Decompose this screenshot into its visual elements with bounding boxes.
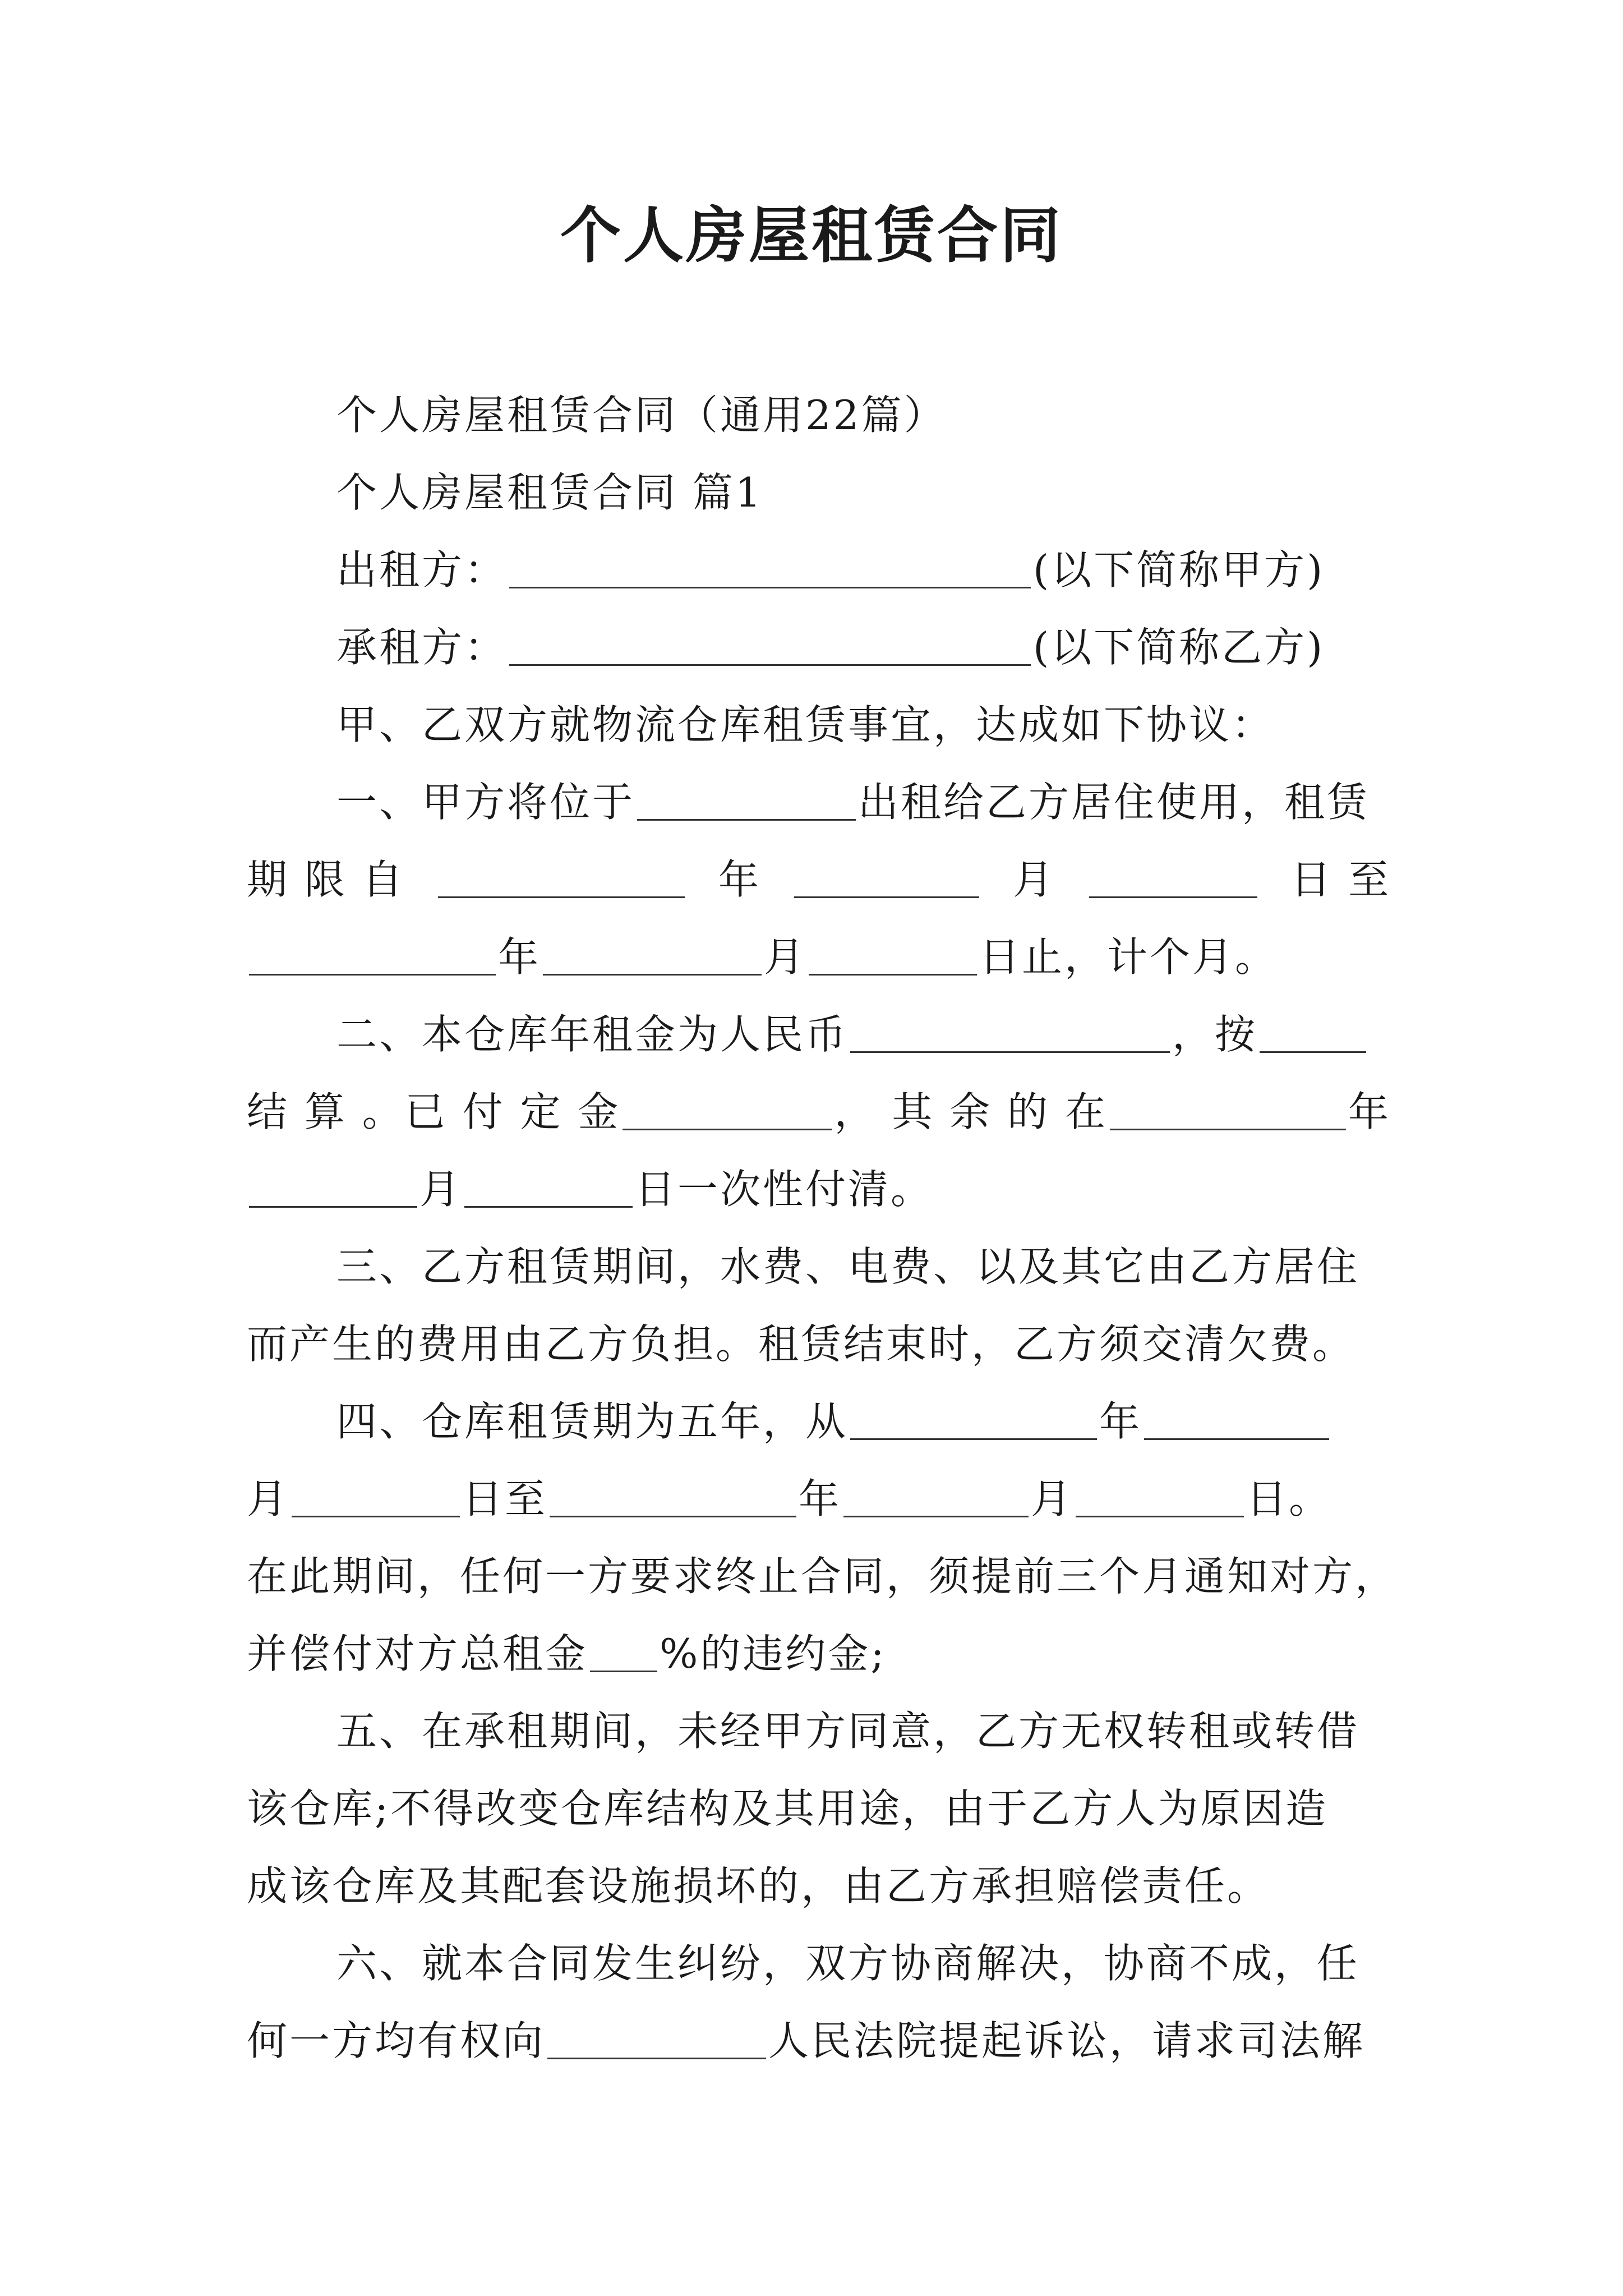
clause2-text-f: 月	[419, 1166, 463, 1213]
clause3-text-a: 三、乙方租赁期间，水费、电费、以及其它由乙方居住	[336, 1243, 1360, 1290]
lessor-blank	[509, 546, 1031, 588]
clause1-text-e: 月	[1012, 856, 1055, 903]
section-heading-text: 个人房屋租赁合同 篇1	[336, 469, 763, 516]
clause6-line1	[247, 1935, 1391, 1991]
subtitle-text: 个人房屋租赁合同（通用22篇）	[336, 392, 947, 439]
clause2-text-a: 二、本仓库年租金为人民币	[336, 1011, 849, 1058]
clause1-start-day-blank	[1089, 856, 1257, 898]
clause1-start-year-blank	[438, 856, 685, 898]
clause2-line2	[247, 1084, 1391, 1140]
clause2-text-b: ，按	[1172, 1011, 1258, 1058]
intro-line	[247, 697, 1391, 753]
clause2-year-blank	[1110, 1088, 1346, 1130]
clause6-line2	[247, 2013, 1391, 2069]
clause4-line1	[247, 1393, 1391, 1450]
clause6-text-b: 何一方均有权向	[247, 2017, 546, 2064]
clause1-location-blank	[637, 779, 856, 821]
section-heading-line	[247, 464, 1391, 521]
clause2-month-blank	[249, 1166, 417, 1208]
clause4-start-day-blank	[292, 1475, 460, 1517]
clause1-text-g: 年	[498, 933, 541, 981]
clause3-line1	[247, 1239, 1391, 1295]
clause4-text-g: 日。	[1246, 1475, 1332, 1522]
clause4-text-b: 年	[1099, 1398, 1142, 1445]
clause1-end-day-blank	[809, 933, 977, 976]
clause1-start-month-blank	[794, 856, 979, 898]
lessee-suffix: (以下简称乙方)	[1033, 624, 1325, 671]
subtitle-line	[247, 387, 1391, 443]
clause4-start-year-blank	[850, 1398, 1097, 1440]
clause4-text-d: 日至	[462, 1475, 548, 1522]
clause2-rent-blank	[850, 1011, 1170, 1053]
clause2-deposit-blank	[623, 1088, 832, 1130]
clause5-text-c: 成该仓库及其配套设施损坏的，由乙方承担赔偿责任。	[247, 1862, 1270, 1910]
clause4-text-a: 四、仓库租赁期为五年，从	[336, 1398, 849, 1445]
clause4-line4	[247, 1626, 1391, 1682]
clause4-text-c: 月	[247, 1475, 290, 1522]
clause2-day-blank	[464, 1166, 633, 1208]
lessee-line	[247, 619, 1391, 675]
clause4-text-f: 月	[1031, 1475, 1074, 1522]
clause6-text-c: 人民法院提起诉讼，请求司法解	[768, 2017, 1366, 2064]
clause3-text-b: 而产生的费用由乙方负担。租赁结束时，乙方须交清欠费。	[247, 1320, 1355, 1368]
clause5-text-a: 五、在承租期间，未经甲方同意，乙方无权转租或转借	[336, 1708, 1360, 1755]
clause4-penalty-blank	[590, 1630, 657, 1672]
clause1-text-i: 日止，计个月。	[979, 933, 1278, 981]
clause3-line2	[247, 1316, 1391, 1372]
clause2-text-g: 日一次性付清。	[635, 1166, 934, 1213]
clause6-text-a: 六、就本合同发生纠纷，双方协商解决，协商不成，任	[336, 1940, 1360, 1987]
clause4-text-h: 在此期间，任何一方要求终止合同，须提前三个月通知对方，	[247, 1553, 1398, 1600]
clause5-line1	[247, 1703, 1391, 1759]
clause4-line2	[247, 1471, 1391, 1527]
lessee-label: 承租方：	[336, 624, 508, 671]
clause2-line1	[247, 1006, 1391, 1062]
clause1-line2	[247, 852, 1391, 908]
lessee-blank	[509, 624, 1031, 666]
clause4-end-year-blank	[550, 1475, 796, 1517]
clause1-line1	[247, 774, 1391, 830]
clause4-text-j: %的违约金;	[660, 1630, 887, 1677]
clause2-settlement-blank	[1260, 1011, 1366, 1053]
clause2-line3	[247, 1161, 1391, 1217]
clause4-start-month-blank	[1144, 1398, 1329, 1440]
clause1-text-h: 月	[764, 933, 807, 981]
clause1-text-b: 出租给乙方居住使用，租赁	[858, 779, 1370, 826]
clause1-end-year-blank	[249, 933, 496, 976]
lessor-line	[247, 542, 1391, 598]
clause1-text-a: 一、甲方将位于	[336, 779, 635, 826]
intro-text: 甲、乙双方就物流仓库租赁事宜，达成如下协议：	[336, 701, 1275, 748]
clause5-line3	[247, 1858, 1391, 1914]
clause1-text-f: 日 至	[1290, 856, 1391, 903]
clause2-text-e: 年	[1348, 1088, 1391, 1135]
clause1-text-c: 期 限 自	[247, 856, 405, 903]
clause5-line2	[247, 1780, 1391, 1837]
document-title: 个人房屋租赁合同	[560, 200, 1063, 271]
clause1-text-d: 年	[718, 856, 761, 903]
clause2-text-c: 结 算 。已 付 定 金	[247, 1088, 621, 1135]
clause1-line3	[247, 929, 1391, 985]
clause4-end-month-blank	[843, 1475, 1029, 1517]
clause4-text-e: 年	[799, 1475, 842, 1522]
clause4-end-day-blank	[1076, 1475, 1244, 1517]
clause1-end-month-blank	[543, 933, 762, 976]
clause5-text-b: 该仓库;不得改变仓库结构及其用途，由于乙方人为原因造	[247, 1785, 1329, 1832]
clause4-text-i: 并偿付对方总租金	[247, 1630, 588, 1677]
clause6-court-blank	[547, 2017, 766, 2059]
clause2-text-d: ， 其 余 的 在	[834, 1088, 1108, 1135]
lessor-label: 出租方：	[336, 546, 508, 593]
clause4-line3	[247, 1548, 1398, 1604]
lessor-suffix: (以下简称甲方)	[1033, 546, 1325, 593]
